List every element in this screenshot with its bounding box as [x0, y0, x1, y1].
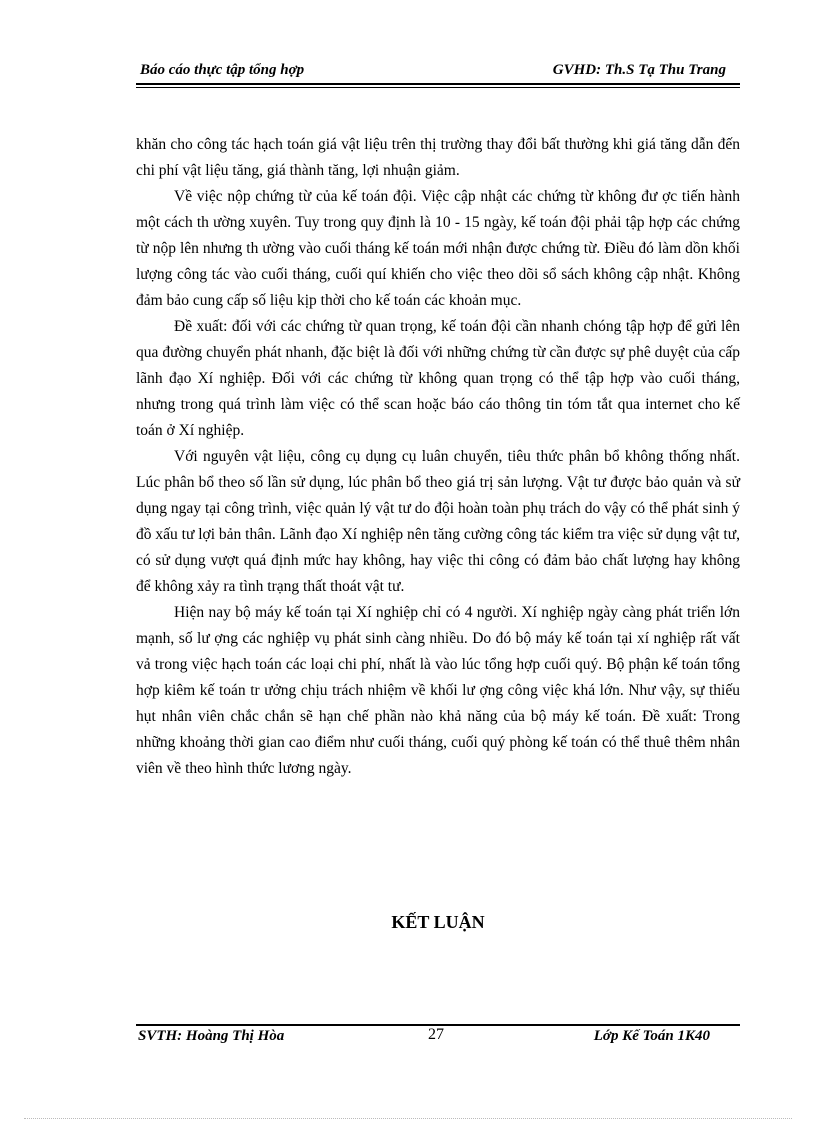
page-number: 27 — [428, 1026, 444, 1043]
paragraph-5: Hiện nay bộ máy kế toán tại Xí nghiệp chỉ có 4 người. Xí nghiệp ngày càng phát triển lớn mạnh, số lư ợng các nghiệp vụ phát sinh càng nhiều. Do đó bộ máy kế toán tại xí nghiệp rất vất vả trong việc hạch toán các loại chi phí, nhất là vào lúc tổng hợp cuối quý. Bộ phận kế toán tổng hợp kiêm kế toán tr ưởng chịu trách nhiệm về khối lư ợng công việc khá lớn. Như vậy, sự thiếu hụt nhân viên chắc chắn sẽ hạn chế phần nào khả năng của bộ máy kế toán. Đề xuất: Trong những khoảng thời gian cao điểm như cuối tháng, cuối quý phòng kế toán có thể thuê thêm nhân viên về theo hình thức lương ngày. — [136, 604, 740, 777]
page-bottom-border — [24, 1118, 792, 1119]
body-text — [136, 132, 740, 782]
header-rule-thick — [136, 83, 740, 85]
paragraph-1: khăn cho công tác hạch toán giá vật liệu trên thị trường thay đổi bất thường khi giá tăng dẫn đến chi phí vật liệu tăng, giá thành tăng, lợi nhuận giảm. — [136, 136, 740, 179]
header-report-title: Báo cáo thực tập tổng hợp — [140, 62, 305, 78]
header-supervisor: GVHD: Th.S Tạ Thu Trang — [552, 62, 726, 78]
page-footer — [136, 1028, 740, 1050]
paragraph-3: Đề xuất: đối với các chứng từ quan trọng, kế toán đội cần nhanh chóng tập hợp để gửi lên qua đường chuyển phát nhanh, đặc biệt là đối với những chứng từ cần được sự phê duyệt của cấp lãnh đạo Xí nghiệp. Đối với các chứng từ không quan trọng có thể tập hợp vào cuối tháng, nhưng trong quá trình làm việc có thể scan hoặc báo cáo thông tin tóm tắt qua internet cho kế toán ở Xí nghiệp. — [136, 318, 740, 439]
footer-student: SVTH: Hoàng Thị Hòa — [138, 1028, 285, 1044]
paragraph-4: Với nguyên vật liệu, công cụ dụng cụ luân chuyển, tiêu thức phân bổ không thống nhất. Lúc phân bổ theo số lần sử dụng, lúc phân bổ theo giá trị sản lượng. Vật tư được bảo quản và sử dụng ngay tại công trình, việc quản lý vật tư do đội hoàn toàn phụ trách do vậy có thể phát sinh ý đồ xấu tư lợi bản thân. Lãnh đạo Xí nghiệp nên tăng cường công tác kiểm tra việc sử dụng vật tư, có sử dụng vượt quá định mức hay không, hay việc thi công có đảm bảo chất lượng hay không để không xảy ra tình trạng thất thoát vật tư. — [136, 448, 740, 595]
header-rule-thin — [136, 87, 740, 88]
conclusion-heading: KẾT LUẬN — [391, 912, 485, 932]
footer-class: Lớp Kế Toán 1K40 — [593, 1028, 710, 1044]
paragraph-2: Về việc nộp chứng từ của kế toán đội. Việc cập nhật các chứng từ không đư ợc tiến hành một cách th ường xuyên. Tuy trong quy định là 10 - 15 ngày, kế toán đội phải tập hợp các chứng từ nộp lên nhưng th ường vào cuối tháng kế toán mới nhận được chứng từ. Điều đó làm dồn khối lượng công tác vào cuối tháng, cuối quí khiến cho việc theo dõi sổ sách không cập nhật. Không đảm bảo cung cấp số liệu kịp thời cho kế toán các khoản mục. — [136, 188, 740, 309]
page-header — [136, 60, 740, 82]
